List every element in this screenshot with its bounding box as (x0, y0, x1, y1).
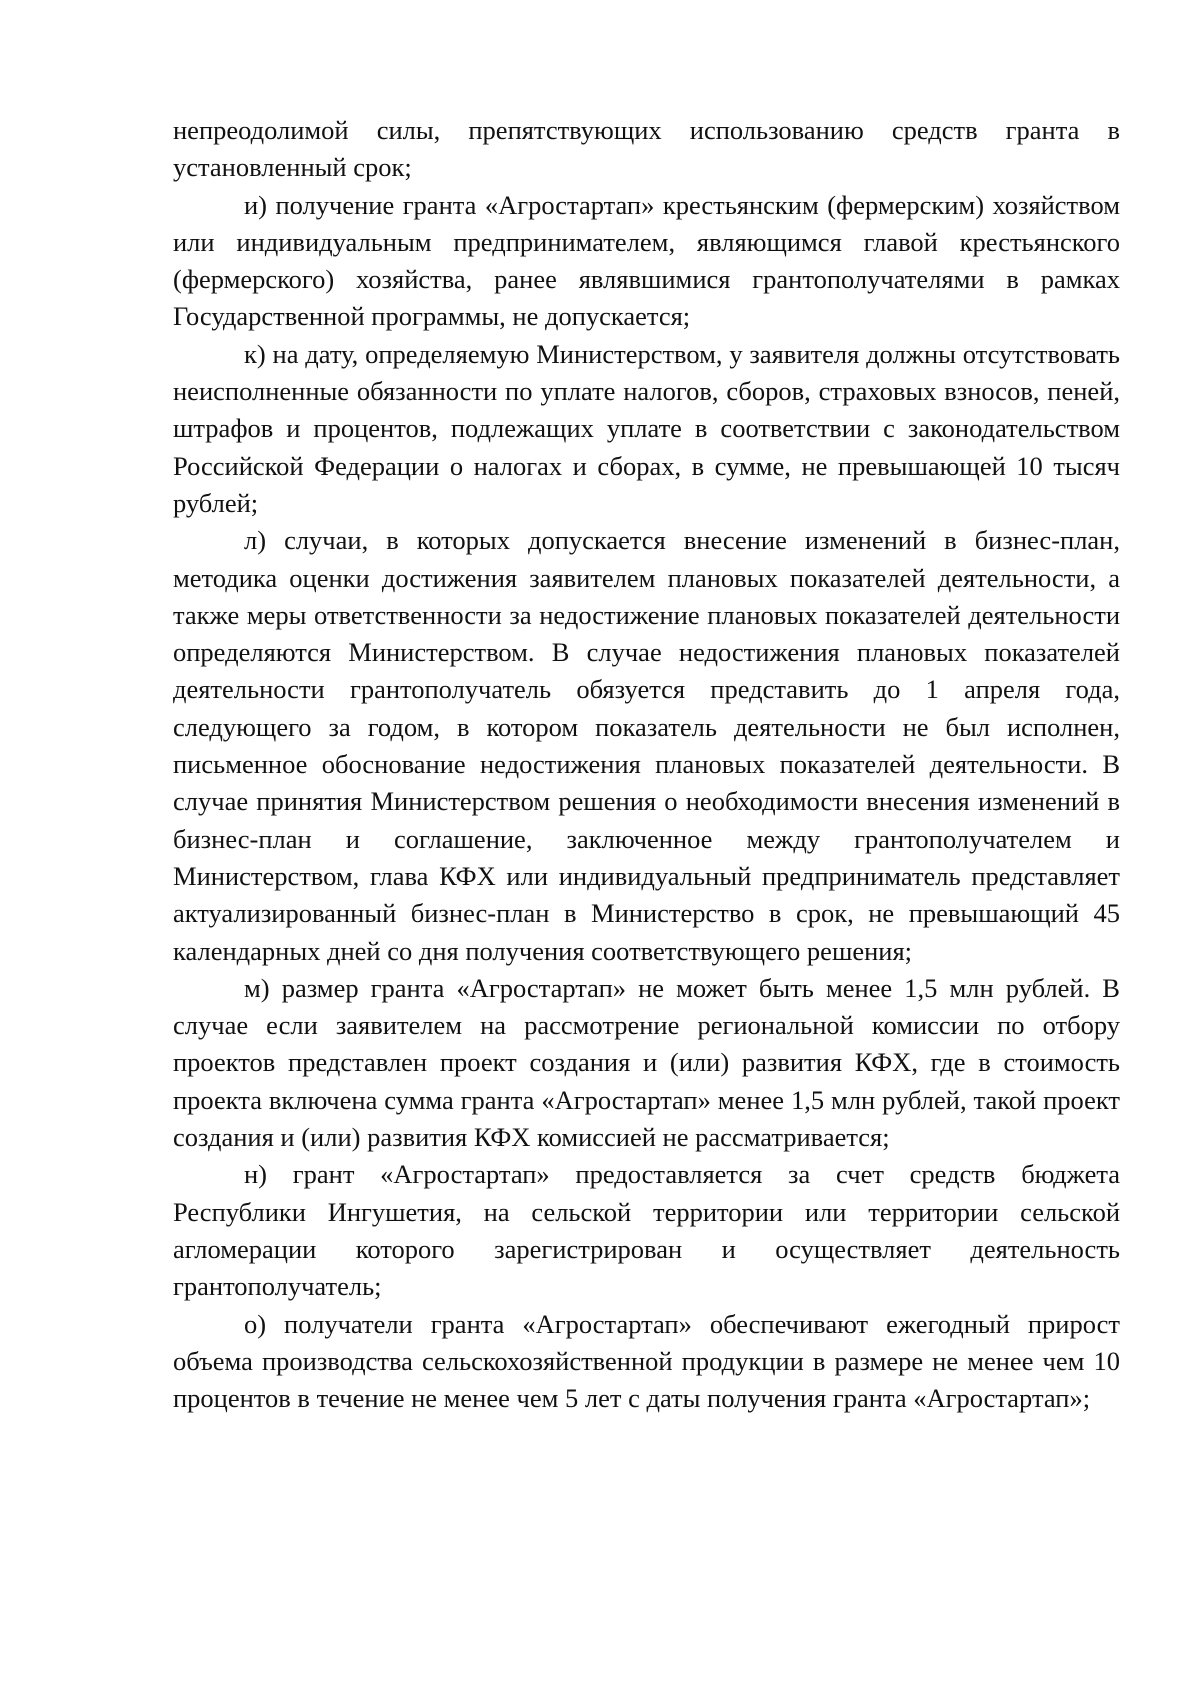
paragraph-continuation: непреодолимой силы, препятствующих использованию средств гранта в установленный срок; (173, 115, 1120, 183)
paragraph-item-o: о) получатели гранта «Агростартап» обеспечивают ежегодный прирост объема производства сельскохозяйственной продукции в размере не менее чем 10 процентов в течение не менее чем 5 лет с даты получения гранта «Агростартап»; (173, 1308, 1120, 1414)
paragraph-item-k: к) на дату, определяемую Министерством, у заявителя должны отсутствовать неисполненные обязанности по уплате налогов, сборов, страховых взносов, пеней, штрафов и процентов, подлежащих уплате в соответствии с законодательством Российской Федерации о налогах и сборах, в сумме, не превышающей 10 тысяч рублей; (173, 338, 1120, 518)
paragraph-item-i: и) получение гранта «Агростартап» крестьянским (фермерским) хозяйством или индивидуальным предпринимателем, являющимся главой крестьянского (фермерского) хозяйства, ранее являвшимися грантополучателями в рамках Государственной программы, не допускается; (173, 189, 1120, 332)
paragraph-item-n: н) грант «Агростартап» предоставляется за счет средств бюджета Республики Ингушетия, на сельской территории или территории сельской агломерации которого зарегистрирован и осуществляет деятельность грантополучатель; (173, 1159, 1120, 1302)
paragraph-item-l: л) случаи, в которых допускается внесение изменений в бизнес-план, методика оценки достижения заявителем плановых показателей деятельности, а также меры ответственности за недостижение плановых показателей деятельности определяются Министерством. В случае недостижения плановых показателей деятельности грантополучатель обязуется представить до 1 апреля года, следующего за годом, в котором показатель деятельности не был исполнен, письменное обоснование недостижения плановых показателей деятельности. В случае принятия Министерством решения о необходимости внесения изменений в бизнес-план и соглашение, заключенное между грантополучателем и Министерством, глава КФХ или индивидуальный предприниматель представляет актуализированный бизнес-план в Министерство в срок, не превышающий 45 календарных дней со дня получения соответствующего решения; (173, 525, 1120, 966)
document-body (173, 112, 1120, 1417)
paragraph-item-m: м) размер гранта «Агростартап» не может быть менее 1,5 млн рублей. В случае если заявителем на рассмотрение региональной комиссии по отбору проектов представлен проект создания и (или) развития КФХ, где в стоимость проекта включена сумма гранта «Агростартап» менее 1,5 млн рублей, такой проект создания и (или) развития КФХ комиссией не рассматривается; (173, 972, 1120, 1153)
